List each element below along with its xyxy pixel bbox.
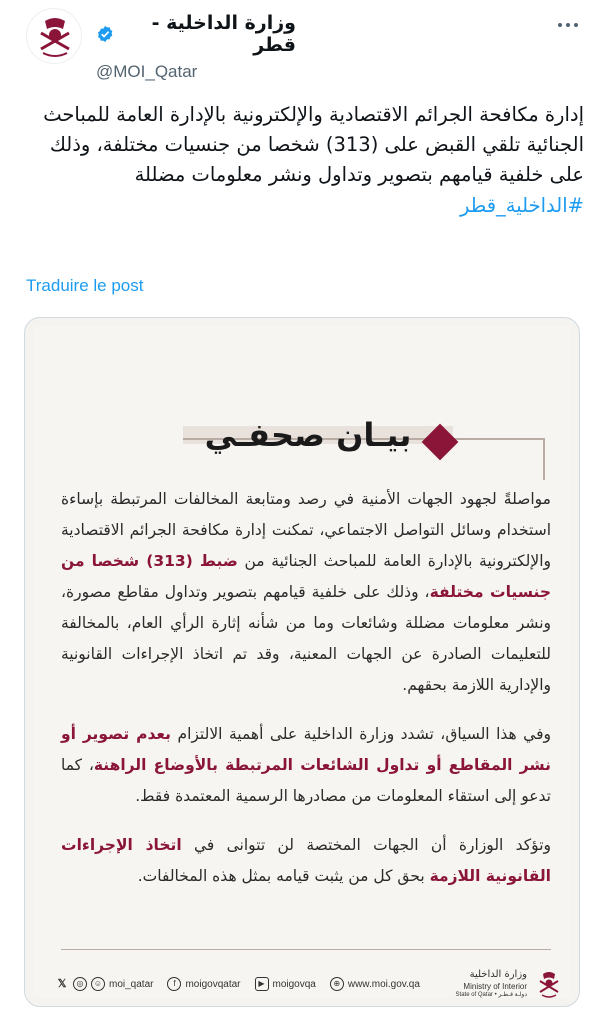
more-dot-icon — [566, 23, 570, 27]
globe-icon: ⊕ — [330, 977, 344, 991]
post-image[interactable] — [24, 317, 580, 1007]
press-release-image — [33, 326, 571, 998]
author-block — [96, 12, 296, 82]
highlight-arrests: ضبط (313) شخصا من جنسيات مختلفة — [61, 552, 551, 601]
press-paragraph-3: وتؤكد الوزارة أن الجهات المختصة لن تتوانى في اتخاذ الإجراءات القانونية اللازمة بحق كل من يثبت قيامه بمثل هذه المخالفات. — [61, 836, 551, 885]
moi-emblem-icon — [27, 9, 82, 64]
avatar[interactable] — [26, 8, 82, 64]
press-release-title: بيـان صحفـي — [204, 416, 412, 454]
social-handle-3: moigovqa — [272, 978, 316, 990]
author-name[interactable]: وزارة الداخلية - قطر — [151, 12, 296, 56]
translate-post-link[interactable]: Traduire le post — [26, 276, 144, 295]
tweet-body: إدارة مكافحة الجرائم الاقتصادية والإلكترونية بالإدارة العامة للمباحث الجنائية تلقي القبض على (313) شخصا من جنسيات مختلفة، وذلك على خلفية قيامهم بتصوير وتداول ونشر معلومات مضللة — [43, 103, 584, 187]
press-paragraph-1: مواصلةً لجهود الجهات الأمنية في رصد ومتابعة المخالفات المرتبطة بإساءة استخدام وسائل التواصل الاجتماعي، تمكنت إدارة مكافحة الجرائم الاقتصادية والإلكترونية بالإدارة العامة للمباحث الجنائية من ضبط (313) شخصا من جنسيات مختلفة، وذلك على خلفية قيامهم بتصوير وتداول مقاطع مصورة، ونشر معلومات مضللة وشائعات وما من شأنه إثارة الرأي العام، بالمخالفة للتعليمات الصادرة عن الجهات المعنية، وقد تم اتخاذ الإجراءات القانونية والإدارية اللازمة بحقهم. — [61, 490, 551, 694]
hashtag-link[interactable]: #الداخلية_قطر — [459, 193, 584, 217]
website: www.moi.gov.qa — [347, 978, 420, 990]
author-name-row — [96, 12, 296, 56]
x-icon: 𝕏 — [57, 977, 67, 990]
social-group-2 — [167, 977, 240, 991]
logo-arabic: وزارة الداخلية — [469, 969, 527, 980]
logo-english: Ministry of Interior — [463, 981, 527, 991]
press-paragraph-2: وفي هذا السياق، تشدد وزارة الداخلية على أهمية الالتزام بعدم تصوير أو نشر المقاطع أو تداول الشائعات المرتبطة بالأوضاع الراهنة، كما تدعو إلى استقاء المعلومات من مصادرها الرسمية المعتمدة فقط. — [61, 725, 551, 805]
social-group-3 — [255, 977, 316, 991]
author-handle[interactable]: @MOI_Qatar — [96, 62, 198, 81]
social-links — [55, 977, 420, 991]
facebook-icon: f — [167, 977, 181, 991]
social-handle-2: moigovqatar — [185, 978, 241, 990]
social-group-1 — [55, 977, 153, 991]
highlight-warning: بعدم تصوير أو نشر المقاطع أو تداول الشائعات المرتبطة بالأوضاع الراهنة — [61, 725, 551, 774]
social-handle-1: moi_qatar — [109, 978, 154, 990]
title-side-line — [543, 438, 545, 480]
highlight-legal: اتخاذ الإجراءات القانونية اللازمة — [61, 836, 551, 885]
verified-badge-icon — [96, 24, 114, 44]
instagram-icon: ◎ — [73, 977, 87, 991]
more-options-button[interactable] — [548, 10, 588, 40]
press-release-body — [61, 484, 551, 910]
more-dot-icon — [558, 23, 562, 27]
tweet-text — [24, 100, 584, 221]
footer-logo-text — [456, 969, 527, 999]
snapchat-icon: ☺ — [91, 977, 105, 991]
moi-emblem-icon — [533, 968, 565, 1000]
website-group — [330, 977, 420, 991]
logo-state: State of Qatar • دولـة قـطـر — [455, 991, 527, 998]
more-dot-icon — [574, 23, 578, 27]
press-release-footer — [55, 966, 565, 1002]
footer-divider — [61, 949, 551, 950]
youtube-icon: ▶ — [255, 977, 269, 991]
footer-logo — [456, 968, 565, 1000]
